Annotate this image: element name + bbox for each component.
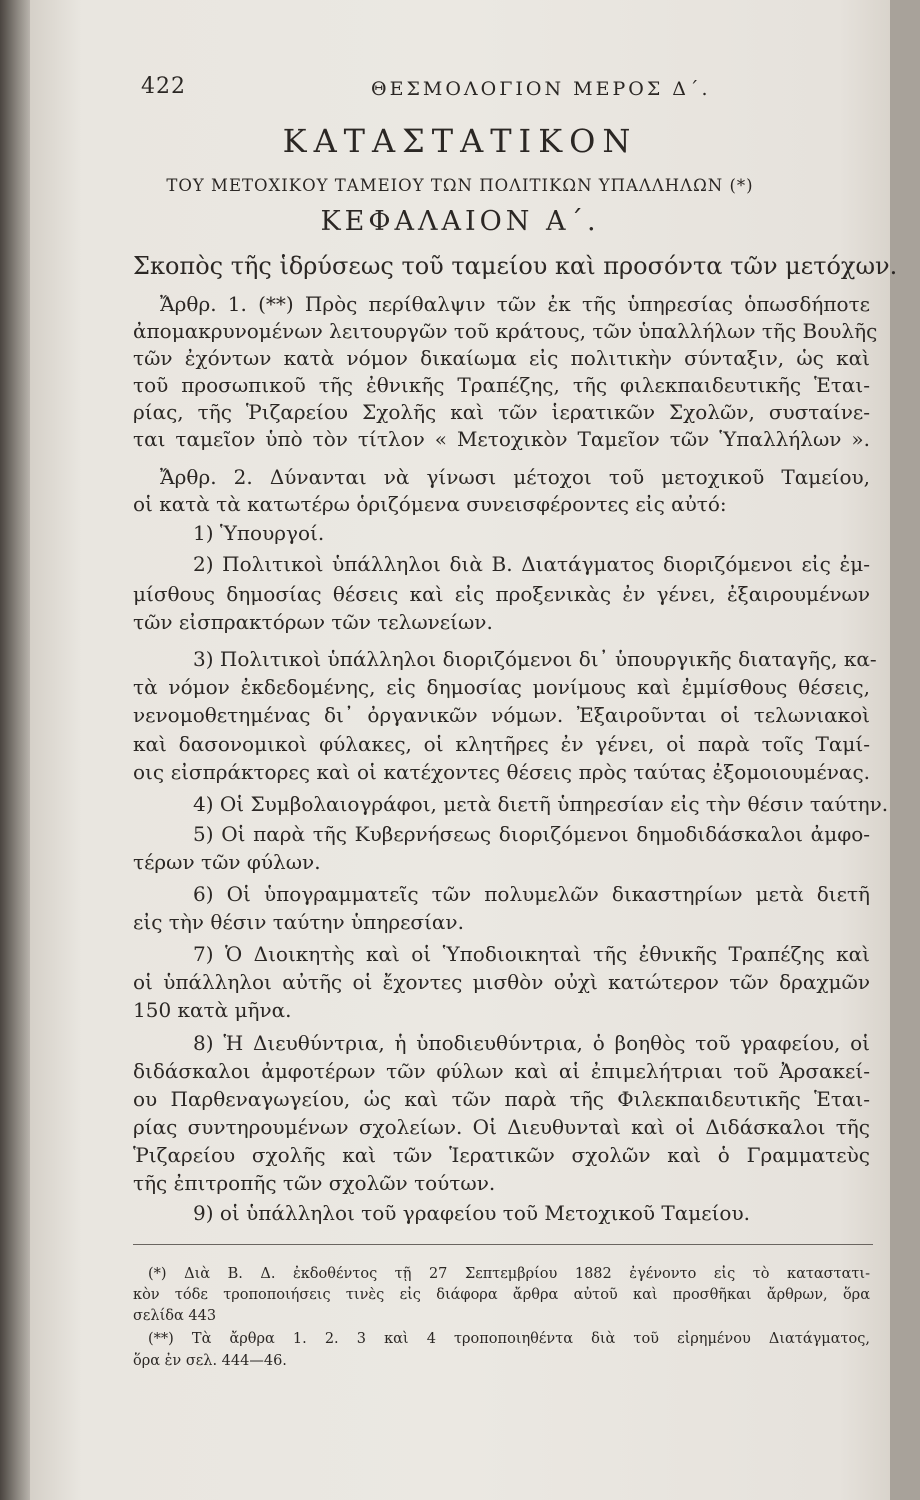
list-item: 9) οἱ ὑπάλληλοι τοῦ γραφείου τοῦ Μετοχικοῦ Ταμείου.: [193, 1201, 750, 1225]
body-line: τὰ νόμον ἐκδεδομένης, εἰς δημοσίας μονίμους καὶ ἐμμίσθους θέσεις,: [133, 675, 870, 699]
body-line: Ἄρθρ. 1. (**) Πρὸς περίθαλψιν τῶν ἐκ τῆς ὑπηρεσίας ὁπωσδήποτε: [160, 292, 870, 316]
body-line: ρίας συντηρουμένων σχολείων. Οἱ Διευθυνταὶ καὶ οἱ Διδάσκαλοι τῆς: [133, 1115, 870, 1139]
section-heading: Σκοπὸς τῆς ἱδρύσεως τοῦ ταμείου καὶ προσόντα τῶν μετόχων.: [133, 252, 898, 280]
body-line: ἀπομακρυνομένων λειτουργῶν τοῦ κράτους, τῶν ὑπαλλήλων τῆς Βουλῆς: [133, 319, 878, 343]
list-item: 8) Ἡ Διευθύντρια, ἡ ὑποδιευθύντρια, ὁ βοηθὸς τοῦ γραφείου, οἱ: [193, 1031, 870, 1055]
chapter-heading: ΚΕΦΑΛΑΙΟΝ Α΄.: [320, 206, 600, 237]
footnote-line: (**) Τὰ ἄρθρα 1. 2. 3 καὶ 4 τροποποιηθέντα διὰ τοῦ εἰρημένου Διατάγματος,: [148, 1331, 870, 1347]
running-header: [141, 74, 841, 104]
body-line: τῶν εἰσπρακτόρων τῶν τελωνείων.: [133, 610, 493, 634]
body-line: νενομοθετημένας δι᾽ ὀργανικῶν νόμων. Ἐξαιροῦνται οἱ τελωνιακοὶ: [133, 703, 870, 727]
body-line: οἱ ὑπάλληλοι αὐτῆς οἱ ἔχοντες μισθὸν οὐχὶ κατώτερον τῶν δραχμῶν: [133, 970, 870, 994]
body-line: οἱ κατὰ τὰ κατωτέρω ὁριζόμενα συνεισφέροντες εἰς αὐτό:: [133, 492, 727, 516]
body-line: ται ταμεῖον ὑπὸ τὸν τίτλον « Μετοχικὸν Ταμεῖον τῶν Ὑπαλλήλων ».: [133, 427, 870, 451]
running-title: ΘΕΣΜΟΛΟΓΙΟΝ ΜΕΡΟΣ Δ΄.: [371, 78, 711, 100]
footnote-line: ὅρα ἐν σελ. 444—46.: [133, 1353, 287, 1369]
document-title: ΚΑΤΑΣΤΑΤΙΚΟΝ: [282, 122, 638, 160]
body-line: τῶν ἐχόντων κατὰ νόμον δικαίωμα εἰς πολιτικὴν σύνταξιν, ὡς καὶ: [133, 346, 870, 370]
body-line: τέρων τῶν φύλων.: [133, 850, 321, 874]
book-page: [30, 0, 898, 1500]
body-line: τοῦ προσωπικοῦ τῆς ἐθνικῆς Τραπέζης, τῆς φιλεκπαιδευτικῆς Ἑται-: [133, 373, 870, 397]
list-item: 2) Πολιτικοὶ ὑπάλληλοι διὰ Β. Διατάγματος διοριζόμενοι εἰς ἐμ-: [193, 552, 870, 576]
body-line: μίσθους δημοσίας θέσεις καὶ εἰς προξενικὰς ἐν γένει, ἐξαιρουμένων: [133, 582, 870, 606]
body-line: διδάσκαλοι ἀμφοτέρων τῶν φύλων καὶ αἱ ἐπιμελήτριαι τοῦ Ἀρσακεί-: [133, 1059, 870, 1083]
body-line: εἰς τὴν θέσιν ταύτην ὑπηρεσίαν.: [133, 910, 464, 934]
footnote-line: σελίδα 443: [133, 1308, 217, 1324]
body-line: ου Παρθεναγωγείου, ὡς καὶ τῶν παρὰ τῆς Φιλεκπαιδευτικῆς Ἑται-: [133, 1087, 870, 1111]
book-gutter-shadow: [0, 0, 30, 1500]
document-subtitle: ΤΟΥ ΜΕΤΟΧΙΚΟΥ ΤΑΜΕΙΟΥ ΤΩΝ ΠΟΛΙΤΙΚΩΝ ΥΠΑΛΛΗΛΩΝ (*): [166, 176, 754, 195]
footnote-line: κὸν τόδε τροποποιήσεις τινὲς εἰς διάφορα ἄρθρα αὐτοῦ καὶ προσθῆκαι ἄρθρων, ὅρα: [133, 1287, 870, 1303]
body-line: 150 κατὰ μῆνα.: [133, 998, 292, 1022]
list-item: 1) Ὑπουργοί.: [193, 521, 325, 545]
list-item: 5) Οἱ παρὰ τῆς Κυβερνήσεως διοριζόμενοι δημοδιδάσκαλοι ἀμφο-: [193, 822, 870, 846]
list-item: 4) Οἱ Συμβολαιογράφοι, μετὰ διετῆ ὑπηρεσίαν εἰς τὴν θέσιν ταύτην.: [193, 792, 889, 816]
body-line: τῆς ἐπιτροπῆς τῶν σχολῶν τούτων.: [133, 1171, 496, 1195]
list-item: 7) Ὁ Διοικητὴς καὶ οἱ Ὑποδιοικηταὶ τῆς ἐθνικῆς Τραπέζης καὶ: [193, 942, 870, 966]
body-line: καὶ δασονομικοὶ φύλακες, οἱ κλητῆρες ἐν γένει, οἱ παρὰ τοῖς Ταμί-: [133, 732, 870, 756]
body-line: οις εἰσπράκτορες καὶ οἱ κατέχοντες θέσεις πρὸς ταύτας ἐξομοιουμένας.: [133, 760, 870, 784]
body-line: ρίας, τῆς Ῥιζαρείου Σχολῆς καὶ τῶν ἱερατικῶν Σχολῶν, συσταίνε-: [133, 400, 870, 424]
body-line: Ῥιζαρείου σχολῆς καὶ τῶν Ἱερατικῶν σχολῶν καὶ ὁ Γραμματεὺς: [133, 1143, 870, 1167]
footnote-divider: [133, 1244, 873, 1245]
footnote-line: (*) Διὰ Β. Δ. ἐκδοθέντος τῇ 27 Σεπτεμβρίου 1882 ἐγένοντο εἰς τὸ καταστατι-: [148, 1266, 870, 1282]
list-item: 3) Πολιτικοὶ ὑπάλληλοι διοριζόμενοι δι᾽ ὑπουργικῆς διαταγῆς, κα-: [193, 647, 877, 671]
list-item: 6) Οἱ ὑπογραμματεῖς τῶν πολυμελῶν δικαστηρίων μετὰ διετῆ: [193, 882, 870, 906]
body-line: Ἄρθρ. 2. Δύνανται νὰ γίνωσι μέτοχοι τοῦ μετοχικοῦ Ταμείου,: [160, 465, 870, 489]
page-number: 422: [141, 74, 186, 99]
